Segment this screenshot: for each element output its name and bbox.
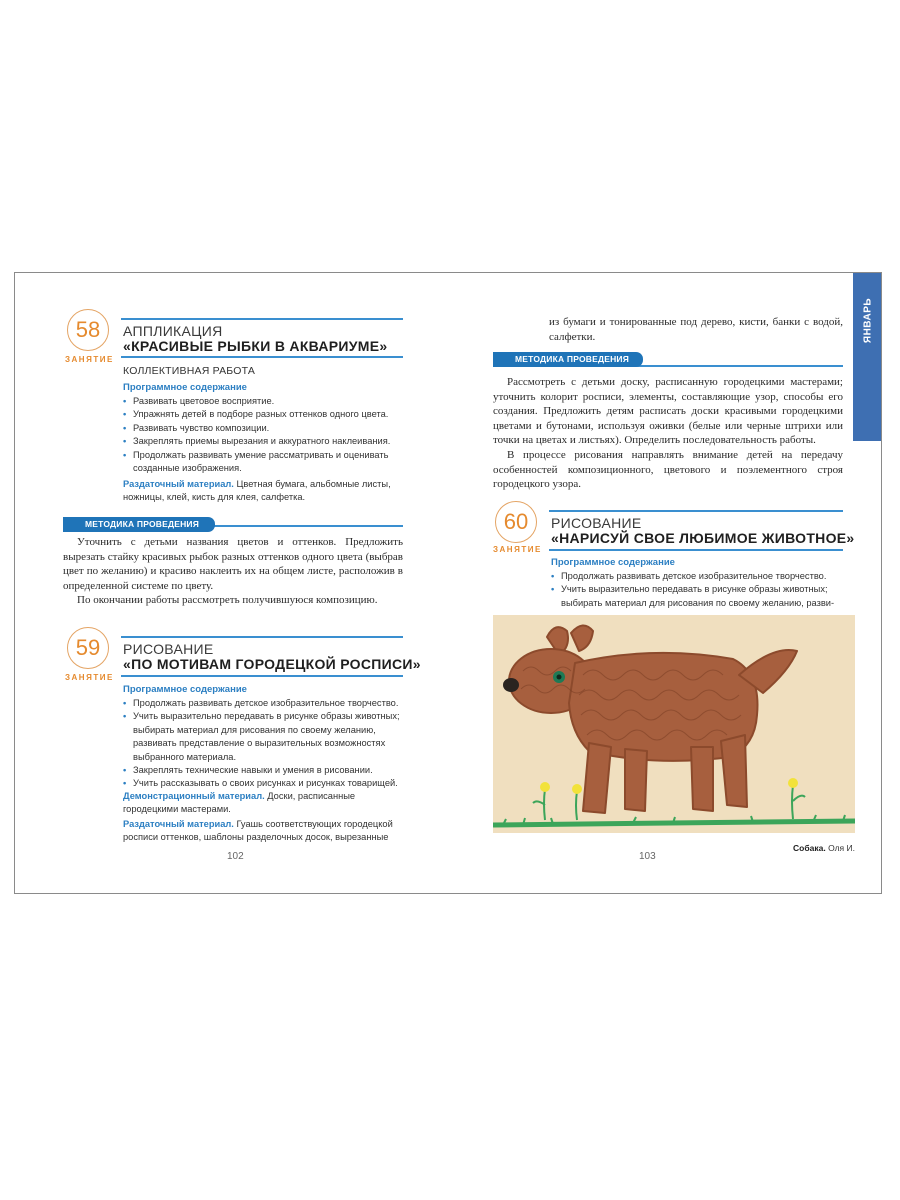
title-rule-top [549,510,843,512]
lesson-number: 58 [75,317,101,342]
list-item: • Развивать чувство композиции. [123,422,405,435]
lesson-number: 59 [75,635,101,660]
list-item: • Закреплять приемы вырезания и аккуратного наклеивания. [123,435,405,448]
lesson-label: ЗАНЯТИЕ [65,673,114,682]
handout-text: Цветная бумага, альбомные листы, ножницы, клей, кисть для клея, салфетка. [123,479,391,503]
method-label: МЕТОДИКА ПРОВЕДЕНИЯ [63,517,215,532]
lesson-type: РИСОВАНИЕ [123,641,214,657]
caption-title: Собака. [793,843,826,853]
list-item: • Упражнять детей в подборе разных оттенков одного цвета. [123,408,405,421]
lesson-number-badge [67,309,109,351]
dog-drawing-image [493,615,855,833]
left-page [15,273,449,894]
lesson-number: 60 [503,509,529,534]
method-paragraph: Уточнить с детьми названия цветов и оттенков. Предложить вырезать стайку красивых рыбок разных оттенков одного цвета (выбрав цвет по желанию) и красиво наклеить их на общем листе, расположив в определенной системе по цвету. [63,536,403,592]
title-rule-bottom [549,549,843,551]
month-label: ЯНВАРЬ [862,297,874,344]
method-paragraph: В процессе рисования направлять внимание детей на передачу особенностей композиционного, цветового и поэлементного строя городецкого узора. [493,448,843,491]
title-rule-bottom [121,356,403,358]
drawing-caption [793,843,855,853]
list-item: • Продолжать развивать умение рассматривать и оценивать созданные изображения. [123,449,405,476]
method-text [63,535,403,608]
handout-paragraph [123,818,405,845]
lesson-label: ЗАНЯТИЕ [65,355,114,364]
program-heading: Программное содержание [123,684,247,695]
month-tab [853,273,882,441]
continuation-text: из бумаги и тонированные под дерево, кисти, банки с водой, салфетки. [549,316,843,343]
list-item: • Продолжать развивать детское изобразительное творчество. [551,570,851,583]
page-number: 102 [227,851,244,862]
handout-label: Раздаточный материал. [123,479,234,489]
method-paragraph: По окончании работы рассмотреть получившуюся композицию. [77,594,378,607]
method-text [493,375,843,492]
handout-paragraph [123,478,405,505]
handout-text: Гуашь соответствующих городецкой росписи оттенков, шаблоны разделочных досок, вырезанные [123,819,393,843]
program-list [123,395,405,475]
handout-label: Раздаточный материал. [123,819,234,829]
title-rule-top [121,318,403,320]
lesson-label: ЗАНЯТИЕ [493,545,542,554]
list-item: • Продолжать развивать детское изобразительное творчество. [123,697,405,710]
page-number: 103 [639,851,656,862]
caption-author: Оля И. [828,843,855,853]
lesson-type: РИСОВАНИЕ [551,515,642,531]
list-item: • Учить выразительно передавать в рисунке образы животных; выбирать материал для рисования по своему желанию, развивать представление о выразительных возможностях выбранного материала. [123,710,405,764]
lesson-title: «КРАСИВЫЕ РЫБКИ В АКВАРИУМЕ» [123,338,388,354]
lesson-title: «НАРИСУЙ СВОЕ ЛЮБИМОЕ ЖИВОТНОЕ» [551,530,855,546]
title-rule-top [121,636,403,638]
demo-label: Демонстрационный материал. [123,791,265,801]
lesson-number-badge [67,627,109,669]
list-item: • Учить рассказывать о своих рисунках и рисунках товарищей. [123,777,405,790]
lesson-type: АППЛИКАЦИЯ [123,323,223,339]
program-list [123,697,405,791]
list-item: • Учить выразительно передавать в рисунке образы животных; выбирать материал для рисования по своему желанию, разви- [551,583,851,610]
lesson-number-badge [495,501,537,543]
program-heading: Программное содержание [123,382,247,393]
method-paragraph: Рассмотреть с детьми доску, расписанную городецкими мастерами; уточнить колорит росписи, элементы, составляющие узор, способы его создания. Предложить детям расписать доски красивыми городецкими цветами и бутонами, используя оживки (белые или черные штрихи или точки на цветах и листьях). Определить последовательность работы. [493,376,843,447]
demo-paragraph [123,790,405,817]
list-item: • Развивать цветовое восприятие. [123,395,405,408]
lesson-title: «ПО МОТИВАМ ГОРОДЕЦКОЙ РОСПИСИ» [123,656,421,672]
method-label: МЕТОДИКА ПРОВЕДЕНИЯ [493,352,643,367]
title-rule-bottom [121,675,403,677]
demo-text: Доски, расписанные городецкими мастерами. [123,791,356,815]
dog-drawing-svg [493,615,855,833]
program-heading: Программное содержание [551,557,675,568]
program-list [551,570,851,610]
book-spread [14,272,882,894]
list-item: • Закреплять технические навыки и умения в рисовании. [123,764,405,777]
lesson-subtitle: КОЛЛЕКТИВНАЯ РАБОТА [123,365,256,377]
